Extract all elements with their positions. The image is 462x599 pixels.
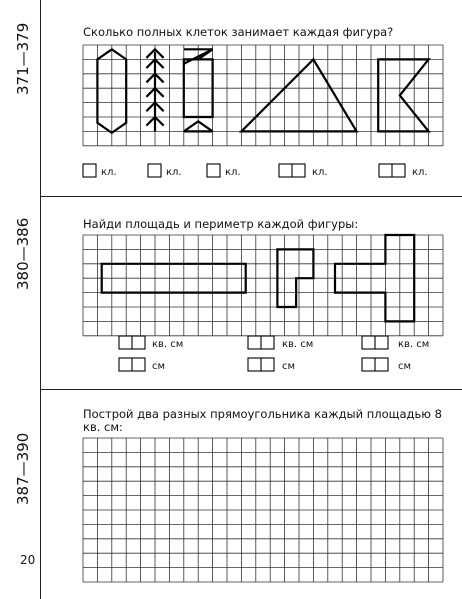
- page-number: 20: [20, 553, 36, 567]
- answer-unit-4: кл.: [312, 167, 328, 178]
- perimeter-unit-1: см: [152, 361, 166, 372]
- answer-unit-1: кл.: [101, 167, 117, 178]
- perimeter-unit-2: см: [282, 361, 296, 372]
- answer-box-3: [207, 164, 220, 177]
- section-number-380-386: 380—386: [14, 217, 32, 290]
- section-number-387-390: 387—390: [14, 432, 32, 505]
- answer-unit-5: кл.: [412, 167, 428, 178]
- answer-box-1: [83, 164, 96, 177]
- task-title-1: Сколько полных клеток занимает каждая фигура?: [83, 25, 394, 39]
- task-title-2: Найди площадь и периметр каждой фигуры:: [83, 217, 359, 231]
- answer-unit-3: кл.: [225, 167, 241, 178]
- section-number-371-379: 371—379: [14, 22, 32, 95]
- area-unit-1: кв. см: [152, 339, 184, 350]
- grid-section-3: [83, 438, 443, 582]
- area-unit-3: кв. см: [398, 339, 430, 350]
- task-title-3: Построй два разных прямоугольника каждый площадью 8 кв. см:: [83, 407, 442, 434]
- answer-unit-2: кл.: [166, 167, 182, 178]
- answer-box-2: [148, 164, 161, 177]
- area-unit-2: кв. см: [282, 339, 314, 350]
- perimeter-unit-3: см: [398, 361, 412, 372]
